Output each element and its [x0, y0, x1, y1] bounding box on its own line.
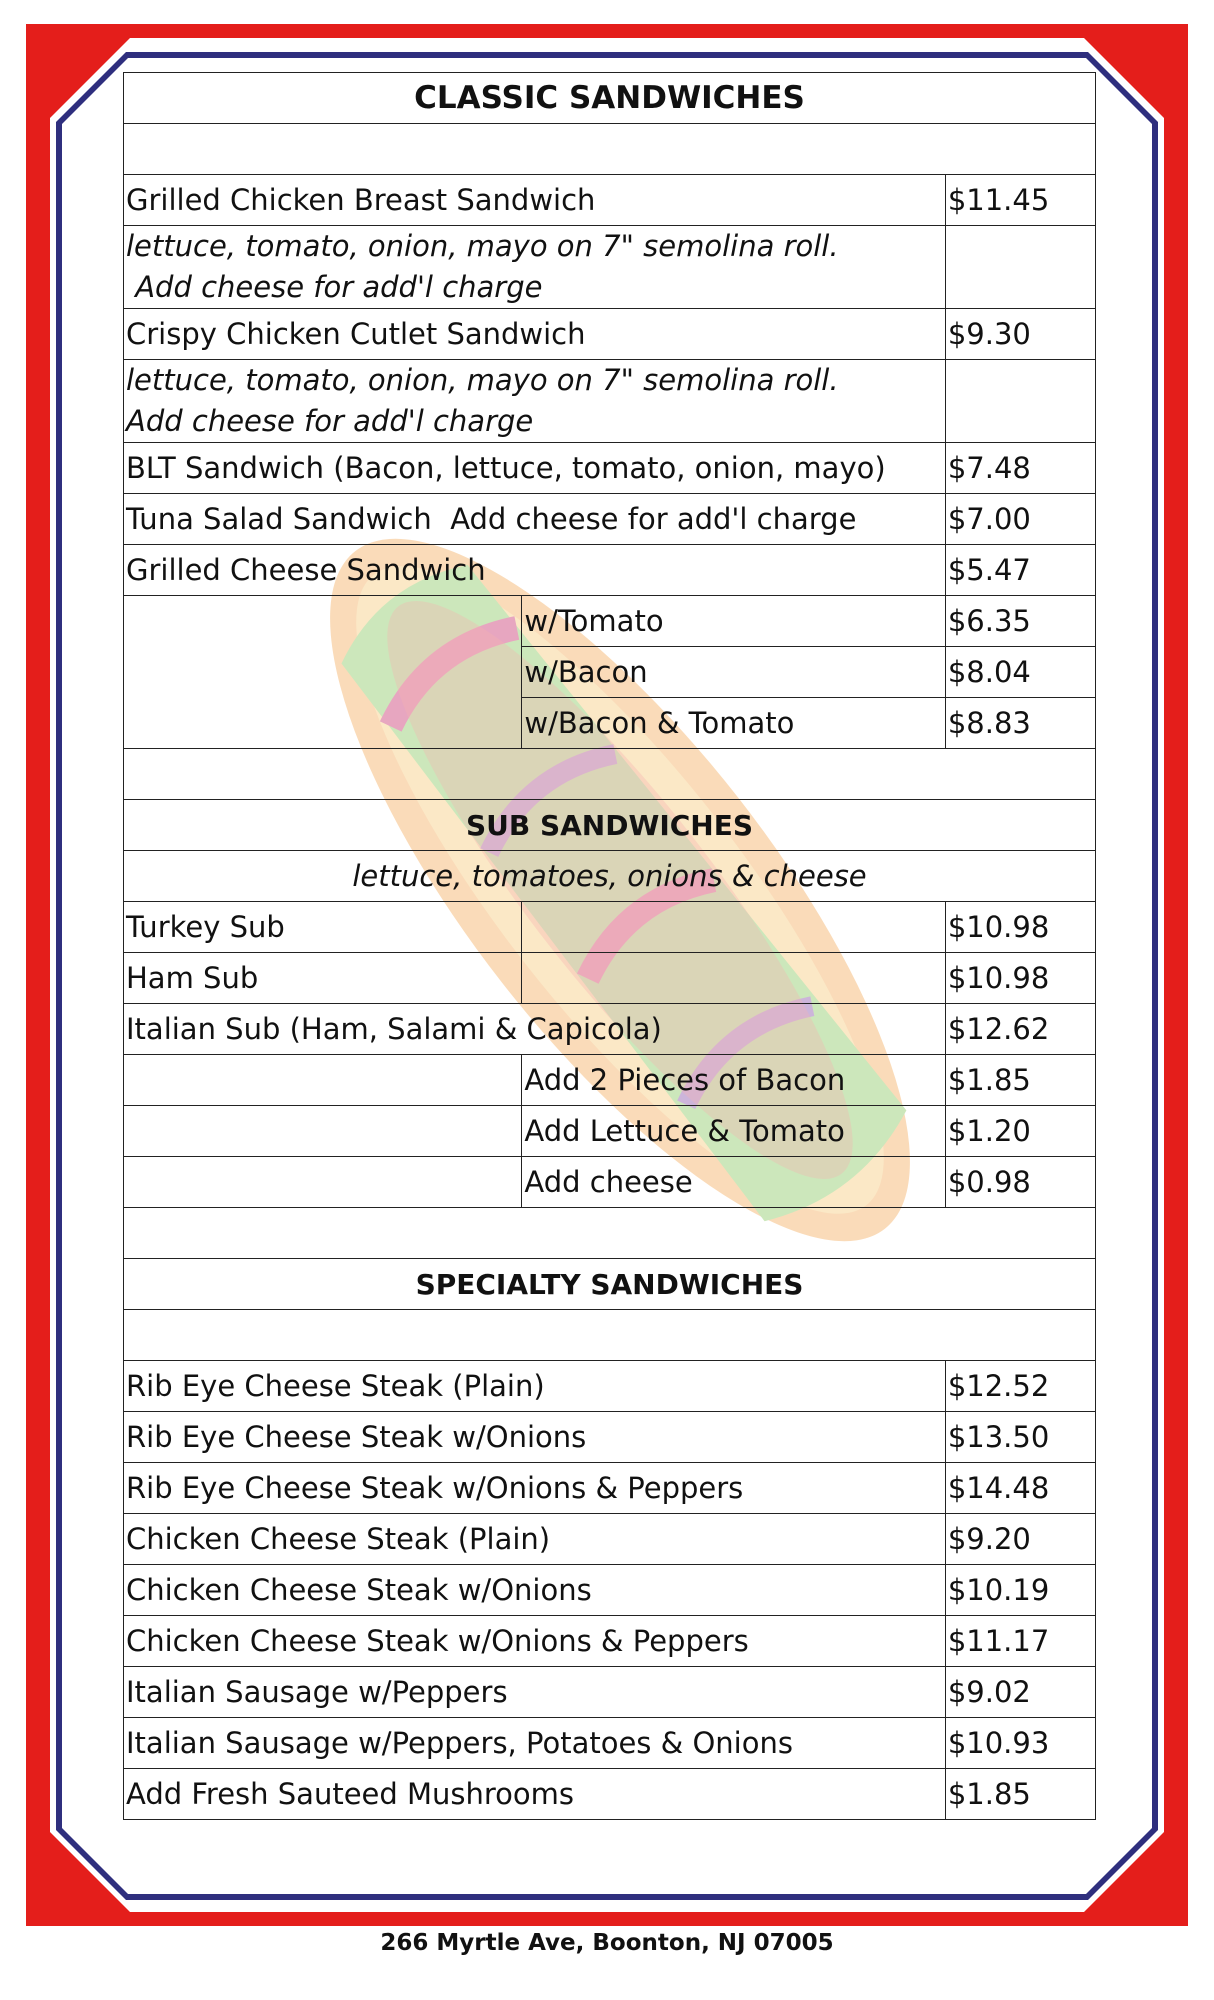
item-price: $10.19 — [945, 1565, 1095, 1616]
specialty-sandwiches-heading: SPECIALTY SANDWICHES — [124, 1259, 1096, 1310]
item-description — [124, 226, 946, 309]
menu-item-row — [124, 1361, 1096, 1412]
item-price: $9.20 — [945, 1514, 1095, 1565]
addon-row — [124, 1106, 1096, 1157]
menu-item-row — [124, 1004, 1096, 1055]
item-name: Italian Sausage w/Peppers — [124, 1667, 946, 1718]
menu-item-row — [124, 1463, 1096, 1514]
table-row — [124, 749, 1096, 800]
description-line: lettuce, tomato, onion, mayo on 7" semolina roll. — [126, 363, 839, 397]
item-name: Grilled Chicken Breast Sandwich — [124, 175, 946, 226]
addon-name: Add 2 Pieces of Bacon — [522, 1055, 945, 1106]
empty-price-cell — [945, 226, 1095, 309]
item-description-row — [124, 360, 1096, 443]
empty-cell — [124, 1055, 522, 1106]
menu-item-row — [124, 953, 1096, 1004]
blank-row — [124, 124, 1096, 175]
option-price: $6.35 — [945, 596, 1095, 647]
empty-cell — [522, 953, 945, 1004]
table-row — [124, 1259, 1096, 1310]
menu-item-row — [124, 443, 1096, 494]
blank-row — [124, 749, 1096, 800]
table-row — [124, 1310, 1096, 1361]
menu-item-row — [124, 1769, 1096, 1820]
empty-cell — [124, 596, 522, 749]
item-name: Crispy Chicken Cutlet Sandwich — [124, 309, 946, 360]
description-line: lettuce, tomato, onion, mayo on 7" semolina roll. — [126, 229, 839, 263]
item-price: $13.50 — [945, 1412, 1095, 1463]
addon-row — [124, 1055, 1096, 1106]
item-name: Rib Eye Cheese Steak (Plain) — [124, 1361, 946, 1412]
addon-row — [124, 1157, 1096, 1208]
empty-cell — [124, 1106, 522, 1157]
item-price: $12.52 — [945, 1361, 1095, 1412]
addon-name: Add cheese — [522, 1157, 945, 1208]
item-price: $7.00 — [945, 494, 1095, 545]
table-row — [124, 851, 1096, 902]
option-price: $8.83 — [945, 698, 1095, 749]
item-price: $11.45 — [945, 175, 1095, 226]
table-row — [124, 73, 1096, 124]
item-price: $7.48 — [945, 443, 1095, 494]
item-name: Italian Sausage w/Peppers, Potatoes & Onions — [124, 1718, 946, 1769]
item-price: $5.47 — [945, 545, 1095, 596]
item-price: $9.30 — [945, 309, 1095, 360]
item-name: Ham Sub — [124, 953, 522, 1004]
empty-price-cell — [945, 360, 1095, 443]
menu-item-row — [124, 1412, 1096, 1463]
addon-price: $0.98 — [945, 1157, 1095, 1208]
menu-table — [123, 72, 1096, 1820]
item-price: $12.62 — [945, 1004, 1095, 1055]
menu-item-row — [124, 1565, 1096, 1616]
item-name: Grilled Cheese Sandwich — [124, 545, 946, 596]
addon-price: $1.20 — [945, 1106, 1095, 1157]
item-name: Tuna Salad Sandwich Add cheese for add'l charge — [124, 494, 946, 545]
item-name: BLT Sandwich (Bacon, lettuce, tomato, onion, mayo) — [124, 443, 946, 494]
item-price: $10.93 — [945, 1718, 1095, 1769]
table-row — [124, 800, 1096, 851]
menu-item-row — [124, 545, 1096, 596]
option-name: w/Bacon — [522, 647, 945, 698]
footer-address: 266 Myrtle Ave, Boonton, NJ 07005 — [380, 1930, 834, 1956]
menu-item-row — [124, 1616, 1096, 1667]
item-price: $14.48 — [945, 1463, 1095, 1514]
description-line: Add cheese for add'l charge — [126, 404, 534, 438]
item-name: Rib Eye Cheese Steak w/Onions — [124, 1412, 946, 1463]
classic-sandwiches-heading: CLASSIC SANDWICHES — [124, 73, 1096, 124]
menu-item-row — [124, 494, 1096, 545]
item-name: Rib Eye Cheese Steak w/Onions & Peppers — [124, 1463, 946, 1514]
item-price: $10.98 — [945, 902, 1095, 953]
item-name: Chicken Cheese Steak w/Onions & Peppers — [124, 1616, 946, 1667]
addon-name: Add Lettuce & Tomato — [522, 1106, 945, 1157]
item-name: Chicken Cheese Steak w/Onions — [124, 1565, 946, 1616]
item-description — [124, 360, 946, 443]
item-name: Add Fresh Sauteed Mushrooms — [124, 1769, 946, 1820]
option-row — [124, 596, 1096, 647]
sub-sandwiches-note: lettuce, tomatoes, onions & cheese — [124, 851, 1096, 902]
table-row — [124, 124, 1096, 175]
option-name: w/Bacon & Tomato — [522, 698, 945, 749]
blank-row — [124, 1208, 1096, 1259]
empty-cell — [522, 902, 945, 953]
item-price: $9.02 — [945, 1667, 1095, 1718]
option-price: $8.04 — [945, 647, 1095, 698]
menu-item-row — [124, 1667, 1096, 1718]
description-line: Add cheese for add'l charge — [126, 270, 543, 304]
option-name: w/Tomato — [522, 596, 945, 647]
item-description-row — [124, 226, 1096, 309]
item-price: $10.98 — [945, 953, 1095, 1004]
blank-row — [124, 1310, 1096, 1361]
menu-item-row — [124, 902, 1096, 953]
item-name: Chicken Cheese Steak (Plain) — [124, 1514, 946, 1565]
addon-price: $1.85 — [945, 1055, 1095, 1106]
menu-item-row — [124, 175, 1096, 226]
item-price: $1.85 — [945, 1769, 1095, 1820]
menu-item-row — [124, 1718, 1096, 1769]
empty-cell — [124, 1157, 522, 1208]
item-name: Turkey Sub — [124, 902, 522, 953]
item-price: $11.17 — [945, 1616, 1095, 1667]
item-name: Italian Sub (Ham, Salami & Capicola) — [124, 1004, 946, 1055]
menu-item-row — [124, 1514, 1096, 1565]
menu-item-row — [124, 309, 1096, 360]
sub-sandwiches-heading: SUB SANDWICHES — [124, 800, 1096, 851]
table-row — [124, 1208, 1096, 1259]
